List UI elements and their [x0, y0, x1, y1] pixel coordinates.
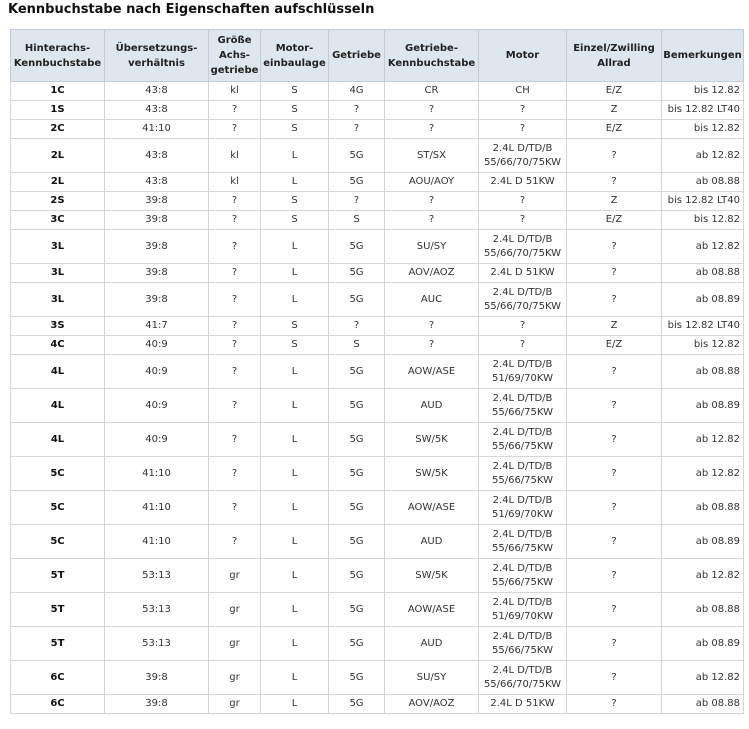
cell-hinterachs-kennbuchstabe: 5T	[11, 627, 105, 661]
cell-groesse-achsgetriebe: ?	[209, 230, 261, 264]
cell-motor: 2.4L D/TD/B 55/66/70/75KW	[479, 139, 567, 173]
cell-uebersetzungsverhaeltnis: 43:8	[105, 139, 209, 173]
cell-motor: ?	[479, 192, 567, 211]
cell-getriebe-kennbuchstabe: AOV/AOZ	[385, 264, 479, 283]
cell-getriebe: 5G	[329, 389, 385, 423]
cell-motor: 2.4L D 51KW	[479, 173, 567, 192]
cell-uebersetzungsverhaeltnis: 53:13	[105, 627, 209, 661]
cell-bemerkungen: ab 08.88	[662, 264, 744, 283]
table-row	[11, 355, 744, 389]
header-motor: Motor	[479, 30, 567, 82]
cell-getriebe: 5G	[329, 423, 385, 457]
cell-getriebe: S	[329, 336, 385, 355]
table-row	[11, 120, 744, 139]
table-row	[11, 317, 744, 336]
cell-groesse-achsgetriebe: gr	[209, 661, 261, 695]
cell-einzel-zwilling-allrad: ?	[567, 627, 662, 661]
cell-einzel-zwilling-allrad: ?	[567, 559, 662, 593]
cell-groesse-achsgetriebe: kl	[209, 173, 261, 192]
header-bemerkungen: Bemerkungen	[662, 30, 744, 82]
cell-motoreinbaulage: L	[261, 264, 329, 283]
cell-motor: 2.4L D/TD/B 51/69/70KW	[479, 593, 567, 627]
table-row	[11, 230, 744, 264]
table-row	[11, 491, 744, 525]
cell-hinterachs-kennbuchstabe: 4L	[11, 389, 105, 423]
cell-uebersetzungsverhaeltnis: 39:8	[105, 192, 209, 211]
cell-hinterachs-kennbuchstabe: 3L	[11, 264, 105, 283]
cell-bemerkungen: ab 12.82	[662, 230, 744, 264]
cell-getriebe-kennbuchstabe: AUD	[385, 389, 479, 423]
table-row	[11, 211, 744, 230]
cell-motoreinbaulage: L	[261, 230, 329, 264]
cell-bemerkungen: ab 12.82	[662, 661, 744, 695]
cell-groesse-achsgetriebe: ?	[209, 491, 261, 525]
cell-groesse-achsgetriebe: ?	[209, 101, 261, 120]
cell-hinterachs-kennbuchstabe: 4L	[11, 355, 105, 389]
cell-getriebe-kennbuchstabe: ?	[385, 336, 479, 355]
cell-uebersetzungsverhaeltnis: 39:8	[105, 695, 209, 714]
cell-motor: 2.4L D/TD/B 55/66/70/75KW	[479, 283, 567, 317]
cell-getriebe: 5G	[329, 661, 385, 695]
table-row	[11, 101, 744, 120]
table-row	[11, 627, 744, 661]
cell-motoreinbaulage: L	[261, 593, 329, 627]
cell-motoreinbaulage: S	[261, 101, 329, 120]
cell-motor: 2.4L D/TD/B 55/66/75KW	[479, 389, 567, 423]
cell-einzel-zwilling-allrad: ?	[567, 389, 662, 423]
cell-bemerkungen: ab 08.88	[662, 355, 744, 389]
cell-motoreinbaulage: S	[261, 192, 329, 211]
cell-bemerkungen: ab 08.88	[662, 491, 744, 525]
cell-groesse-achsgetriebe: ?	[209, 211, 261, 230]
cell-hinterachs-kennbuchstabe: 4L	[11, 423, 105, 457]
cell-bemerkungen: ab 12.82	[662, 457, 744, 491]
cell-einzel-zwilling-allrad: ?	[567, 173, 662, 192]
cell-motoreinbaulage: L	[261, 355, 329, 389]
cell-motor: ?	[479, 120, 567, 139]
cell-getriebe-kennbuchstabe: ?	[385, 192, 479, 211]
cell-hinterachs-kennbuchstabe: 3C	[11, 211, 105, 230]
cell-bemerkungen: ab 08.89	[662, 525, 744, 559]
cell-einzel-zwilling-allrad: E/Z	[567, 336, 662, 355]
cell-getriebe: 5G	[329, 525, 385, 559]
cell-hinterachs-kennbuchstabe: 6C	[11, 661, 105, 695]
cell-hinterachs-kennbuchstabe: 3L	[11, 230, 105, 264]
cell-groesse-achsgetriebe: ?	[209, 192, 261, 211]
cell-groesse-achsgetriebe: ?	[209, 423, 261, 457]
cell-motoreinbaulage: L	[261, 283, 329, 317]
cell-uebersetzungsverhaeltnis: 39:8	[105, 661, 209, 695]
cell-motor: 2.4L D/TD/B 55/66/75KW	[479, 525, 567, 559]
cell-getriebe-kennbuchstabe: ?	[385, 317, 479, 336]
cell-getriebe-kennbuchstabe: SW/5K	[385, 423, 479, 457]
cell-getriebe-kennbuchstabe: AOW/ASE	[385, 593, 479, 627]
cell-bemerkungen: ab 12.82	[662, 423, 744, 457]
cell-bemerkungen: ab 08.88	[662, 173, 744, 192]
cell-getriebe: 5G	[329, 230, 385, 264]
header-row	[11, 30, 744, 82]
cell-einzel-zwilling-allrad: E/Z	[567, 120, 662, 139]
cell-motoreinbaulage: S	[261, 317, 329, 336]
cell-groesse-achsgetriebe: ?	[209, 264, 261, 283]
cell-hinterachs-kennbuchstabe: 4C	[11, 336, 105, 355]
cell-hinterachs-kennbuchstabe: 5T	[11, 593, 105, 627]
cell-hinterachs-kennbuchstabe: 1S	[11, 101, 105, 120]
cell-getriebe: 5G	[329, 593, 385, 627]
cell-uebersetzungsverhaeltnis: 43:8	[105, 173, 209, 192]
cell-getriebe-kennbuchstabe: AUD	[385, 627, 479, 661]
cell-getriebe: 5G	[329, 627, 385, 661]
cell-motor: 2.4L D/TD/B 55/66/70/75KW	[479, 661, 567, 695]
cell-motoreinbaulage: L	[261, 491, 329, 525]
cell-groesse-achsgetriebe: ?	[209, 120, 261, 139]
cell-motor: 2.4L D/TD/B 51/69/70KW	[479, 491, 567, 525]
cell-uebersetzungsverhaeltnis: 41:10	[105, 525, 209, 559]
cell-getriebe: 4G	[329, 82, 385, 101]
cell-bemerkungen: ab 08.89	[662, 627, 744, 661]
cell-bemerkungen: ab 08.88	[662, 593, 744, 627]
cell-motoreinbaulage: L	[261, 695, 329, 714]
cell-uebersetzungsverhaeltnis: 40:9	[105, 336, 209, 355]
cell-motor: ?	[479, 336, 567, 355]
cell-getriebe: 5G	[329, 355, 385, 389]
cell-motoreinbaulage: L	[261, 139, 329, 173]
cell-getriebe: ?	[329, 120, 385, 139]
cell-groesse-achsgetriebe: kl	[209, 82, 261, 101]
header-getriebe: Getriebe	[329, 30, 385, 82]
cell-bemerkungen: bis 12.82	[662, 120, 744, 139]
cell-motoreinbaulage: S	[261, 82, 329, 101]
cell-getriebe: 5G	[329, 283, 385, 317]
cell-einzel-zwilling-allrad: ?	[567, 139, 662, 173]
cell-groesse-achsgetriebe: gr	[209, 695, 261, 714]
cell-motoreinbaulage: S	[261, 336, 329, 355]
cell-uebersetzungsverhaeltnis: 53:13	[105, 593, 209, 627]
header-getriebe-kennbuchstabe: Getriebe- Kennbuchstabe	[385, 30, 479, 82]
cell-motor: ?	[479, 317, 567, 336]
cell-hinterachs-kennbuchstabe: 5T	[11, 559, 105, 593]
table-body	[11, 82, 744, 714]
cell-einzel-zwilling-allrad: ?	[567, 230, 662, 264]
cell-uebersetzungsverhaeltnis: 39:8	[105, 264, 209, 283]
cell-motoreinbaulage: S	[261, 120, 329, 139]
table-row	[11, 593, 744, 627]
cell-uebersetzungsverhaeltnis: 41:10	[105, 491, 209, 525]
cell-motor: 2.4L D/TD/B 55/66/75KW	[479, 423, 567, 457]
header-groesse-achsgetriebe: Größe Achs- getriebe	[209, 30, 261, 82]
cell-bemerkungen: bis 12.82	[662, 82, 744, 101]
cell-einzel-zwilling-allrad: ?	[567, 283, 662, 317]
cell-getriebe: S	[329, 211, 385, 230]
cell-uebersetzungsverhaeltnis: 53:13	[105, 559, 209, 593]
cell-uebersetzungsverhaeltnis: 41:7	[105, 317, 209, 336]
cell-einzel-zwilling-allrad: ?	[567, 661, 662, 695]
cell-getriebe-kennbuchstabe: SU/SY	[385, 661, 479, 695]
cell-motoreinbaulage: L	[261, 661, 329, 695]
axle-code-table	[10, 29, 744, 714]
cell-hinterachs-kennbuchstabe: 6C	[11, 695, 105, 714]
cell-groesse-achsgetriebe: ?	[209, 336, 261, 355]
cell-bemerkungen: bis 12.82 LT40	[662, 192, 744, 211]
cell-uebersetzungsverhaeltnis: 43:8	[105, 82, 209, 101]
cell-hinterachs-kennbuchstabe: 1C	[11, 82, 105, 101]
cell-motor: 2.4L D/TD/B 55/66/75KW	[479, 559, 567, 593]
table-row	[11, 389, 744, 423]
cell-bemerkungen: bis 12.82	[662, 336, 744, 355]
cell-getriebe: 5G	[329, 139, 385, 173]
cell-motoreinbaulage: L	[261, 627, 329, 661]
cell-motor: 2.4L D/TD/B 55/66/70/75KW	[479, 230, 567, 264]
cell-einzel-zwilling-allrad: ?	[567, 491, 662, 525]
cell-uebersetzungsverhaeltnis: 40:9	[105, 355, 209, 389]
header-motoreinbaulage: Motor- einbaulage	[261, 30, 329, 82]
cell-hinterachs-kennbuchstabe: 2L	[11, 139, 105, 173]
cell-bemerkungen: bis 12.82	[662, 211, 744, 230]
cell-motor: 2.4L D/TD/B 55/66/75KW	[479, 627, 567, 661]
cell-getriebe-kennbuchstabe: AUD	[385, 525, 479, 559]
cell-einzel-zwilling-allrad: E/Z	[567, 211, 662, 230]
cell-einzel-zwilling-allrad: ?	[567, 423, 662, 457]
cell-uebersetzungsverhaeltnis: 39:8	[105, 283, 209, 317]
cell-motor: ?	[479, 211, 567, 230]
cell-getriebe-kennbuchstabe: AUC	[385, 283, 479, 317]
cell-groesse-achsgetriebe: ?	[209, 283, 261, 317]
table-row	[11, 173, 744, 192]
table-row	[11, 423, 744, 457]
cell-groesse-achsgetriebe: kl	[209, 139, 261, 173]
cell-getriebe-kennbuchstabe: AOV/AOZ	[385, 695, 479, 714]
cell-einzel-zwilling-allrad: Z	[567, 317, 662, 336]
cell-groesse-achsgetriebe: gr	[209, 627, 261, 661]
cell-uebersetzungsverhaeltnis: 43:8	[105, 101, 209, 120]
cell-einzel-zwilling-allrad: ?	[567, 525, 662, 559]
cell-getriebe-kennbuchstabe: AOU/AOY	[385, 173, 479, 192]
cell-getriebe-kennbuchstabe: CR	[385, 82, 479, 101]
cell-bemerkungen: bis 12.82 LT40	[662, 317, 744, 336]
cell-uebersetzungsverhaeltnis: 40:9	[105, 423, 209, 457]
cell-getriebe-kennbuchstabe: SW/5K	[385, 559, 479, 593]
cell-motoreinbaulage: L	[261, 423, 329, 457]
cell-motoreinbaulage: S	[261, 211, 329, 230]
cell-hinterachs-kennbuchstabe: 2C	[11, 120, 105, 139]
cell-bemerkungen: ab 08.88	[662, 695, 744, 714]
cell-getriebe: 5G	[329, 457, 385, 491]
cell-getriebe-kennbuchstabe: ?	[385, 101, 479, 120]
cell-bemerkungen: ab 12.82	[662, 559, 744, 593]
cell-getriebe: 5G	[329, 173, 385, 192]
table-row	[11, 192, 744, 211]
cell-groesse-achsgetriebe: ?	[209, 355, 261, 389]
cell-hinterachs-kennbuchstabe: 2S	[11, 192, 105, 211]
cell-getriebe: 5G	[329, 695, 385, 714]
cell-einzel-zwilling-allrad: ?	[567, 457, 662, 491]
cell-getriebe-kennbuchstabe: AOW/ASE	[385, 491, 479, 525]
cell-getriebe-kennbuchstabe: SW/5K	[385, 457, 479, 491]
cell-hinterachs-kennbuchstabe: 3S	[11, 317, 105, 336]
cell-einzel-zwilling-allrad: ?	[567, 695, 662, 714]
cell-motoreinbaulage: L	[261, 173, 329, 192]
cell-motoreinbaulage: L	[261, 457, 329, 491]
cell-hinterachs-kennbuchstabe: 3L	[11, 283, 105, 317]
cell-getriebe-kennbuchstabe: ?	[385, 120, 479, 139]
cell-uebersetzungsverhaeltnis: 41:10	[105, 120, 209, 139]
cell-getriebe-kennbuchstabe: ?	[385, 211, 479, 230]
cell-uebersetzungsverhaeltnis: 39:8	[105, 230, 209, 264]
page-title: Kennbuchstabe nach Eigenschaften aufschlüsseln	[8, 2, 375, 17]
table-row	[11, 661, 744, 695]
table-row	[11, 695, 744, 714]
cell-einzel-zwilling-allrad: ?	[567, 593, 662, 627]
cell-motoreinbaulage: L	[261, 559, 329, 593]
cell-hinterachs-kennbuchstabe: 5C	[11, 525, 105, 559]
cell-motor: 2.4L D/TD/B 55/66/75KW	[479, 457, 567, 491]
cell-bemerkungen: ab 12.82	[662, 139, 744, 173]
cell-getriebe: ?	[329, 317, 385, 336]
cell-getriebe-kennbuchstabe: AOW/ASE	[385, 355, 479, 389]
cell-groesse-achsgetriebe: ?	[209, 457, 261, 491]
cell-motoreinbaulage: L	[261, 525, 329, 559]
cell-einzel-zwilling-allrad: ?	[567, 264, 662, 283]
header-hinterachs-kennbuchstabe: Hinterachs- Kennbuchstabe	[11, 30, 105, 82]
cell-getriebe: 5G	[329, 559, 385, 593]
cell-einzel-zwilling-allrad: Z	[567, 192, 662, 211]
cell-groesse-achsgetriebe: ?	[209, 525, 261, 559]
header-uebersetzungsverhaeltnis: Übersetzungs- verhältnis	[105, 30, 209, 82]
cell-motor: 2.4L D/TD/B 51/69/70KW	[479, 355, 567, 389]
cell-einzel-zwilling-allrad: ?	[567, 355, 662, 389]
cell-motoreinbaulage: L	[261, 389, 329, 423]
table-row	[11, 139, 744, 173]
table-row	[11, 82, 744, 101]
cell-hinterachs-kennbuchstabe: 2L	[11, 173, 105, 192]
cell-getriebe: ?	[329, 192, 385, 211]
cell-bemerkungen: ab 08.89	[662, 283, 744, 317]
table-row	[11, 457, 744, 491]
cell-getriebe: 5G	[329, 491, 385, 525]
cell-groesse-achsgetriebe: ?	[209, 317, 261, 336]
table-row	[11, 336, 744, 355]
cell-groesse-achsgetriebe: gr	[209, 593, 261, 627]
table-row	[11, 283, 744, 317]
cell-motor: 2.4L D 51KW	[479, 264, 567, 283]
table-row	[11, 264, 744, 283]
cell-getriebe-kennbuchstabe: ST/SX	[385, 139, 479, 173]
cell-getriebe-kennbuchstabe: SU/SY	[385, 230, 479, 264]
cell-bemerkungen: ab 08.89	[662, 389, 744, 423]
cell-groesse-achsgetriebe: ?	[209, 389, 261, 423]
header-einzel-zwilling-allrad: Einzel/Zwilling Allrad	[567, 30, 662, 82]
cell-einzel-zwilling-allrad: E/Z	[567, 82, 662, 101]
cell-motor: 2.4L D 51KW	[479, 695, 567, 714]
cell-getriebe: 5G	[329, 264, 385, 283]
cell-bemerkungen: bis 12.82 LT40	[662, 101, 744, 120]
cell-hinterachs-kennbuchstabe: 5C	[11, 491, 105, 525]
cell-einzel-zwilling-allrad: Z	[567, 101, 662, 120]
cell-uebersetzungsverhaeltnis: 41:10	[105, 457, 209, 491]
cell-hinterachs-kennbuchstabe: 5C	[11, 457, 105, 491]
cell-uebersetzungsverhaeltnis: 39:8	[105, 211, 209, 230]
cell-groesse-achsgetriebe: gr	[209, 559, 261, 593]
cell-getriebe: ?	[329, 101, 385, 120]
cell-motor: CH	[479, 82, 567, 101]
table-row	[11, 559, 744, 593]
cell-uebersetzungsverhaeltnis: 40:9	[105, 389, 209, 423]
table-row	[11, 525, 744, 559]
cell-motor: ?	[479, 101, 567, 120]
